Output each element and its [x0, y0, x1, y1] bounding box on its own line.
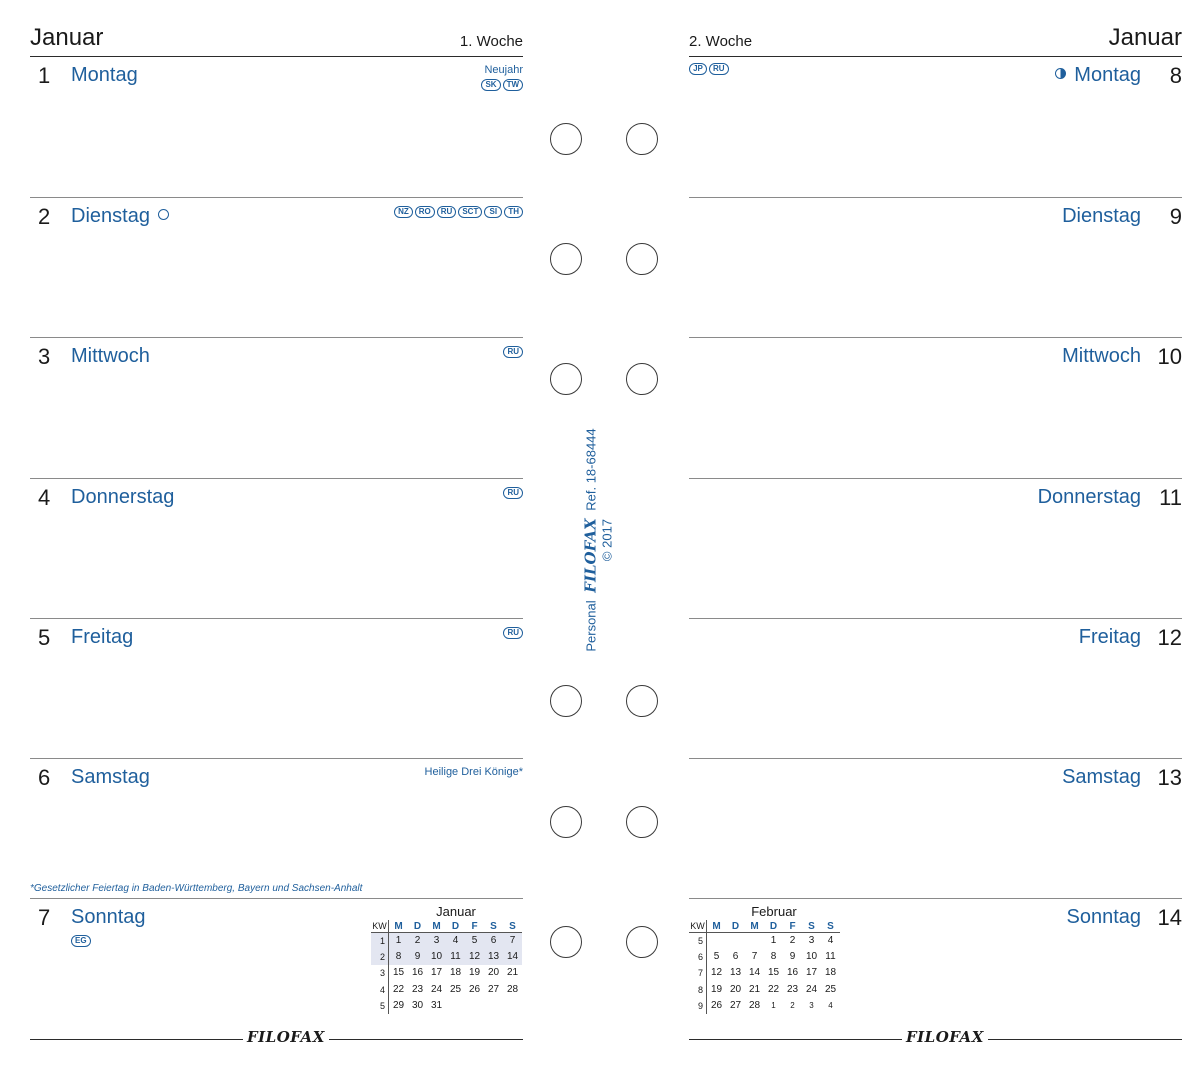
- calendar-date[interactable]: 1: [389, 933, 408, 949]
- weekday-header: S: [821, 920, 840, 933]
- day-name-label: Montag: [1074, 64, 1141, 86]
- country-badge: TH: [504, 206, 523, 218]
- day-name: [1038, 486, 1141, 509]
- calendar-date[interactable]: 17: [430, 967, 443, 979]
- calendar-date[interactable]: 11: [446, 949, 465, 965]
- week-number-header: KW: [371, 920, 389, 933]
- filofax-logo: FILOFAX: [243, 1028, 329, 1046]
- day-number: 2: [38, 204, 51, 229]
- country-badge: RU: [503, 627, 523, 639]
- calendar-date[interactable]: [726, 933, 745, 949]
- calendar-date[interactable]: 1: [770, 935, 777, 946]
- weekday-header: M: [707, 920, 726, 933]
- country-badge: RO: [415, 206, 435, 218]
- holiday-notes: [503, 625, 523, 639]
- calendar-date[interactable]: 7: [751, 951, 758, 963]
- holiday-notes: [503, 485, 523, 499]
- day-name: [71, 906, 146, 929]
- calendar-date[interactable]: 20: [487, 967, 500, 979]
- imprint-edition: Personal: [583, 600, 599, 652]
- calendar-date[interactable]: 6: [484, 933, 503, 949]
- day-block[interactable]: [30, 57, 523, 197]
- calendar-date[interactable]: 8: [770, 951, 777, 963]
- mini-calendar-title: Januar: [436, 904, 476, 919]
- calendar-date[interactable]: [446, 998, 465, 1014]
- day-number: 12: [1157, 625, 1182, 650]
- weekday-header: M: [745, 920, 764, 933]
- calendar-date[interactable]: 4: [828, 1000, 833, 1010]
- day-name-label: Montag: [71, 64, 138, 86]
- calendar-date[interactable]: 30: [411, 999, 424, 1011]
- calendar-date[interactable]: 17: [805, 967, 818, 979]
- week-label: 1. Woche: [459, 33, 523, 50]
- binder-hole: [550, 806, 582, 838]
- calendar-date[interactable]: [503, 998, 522, 1014]
- day-name-label: Samstag: [71, 766, 150, 788]
- day-name: [1062, 205, 1141, 228]
- binder-hole: [626, 685, 658, 717]
- day-number: 6: [38, 765, 51, 790]
- calendar-date[interactable]: 26: [468, 983, 481, 995]
- weekday-header: F: [465, 920, 484, 933]
- day-number: 10: [1157, 344, 1182, 369]
- calendar-date[interactable]: 31: [430, 999, 443, 1011]
- right-page: [689, 0, 1182, 1081]
- holiday-notes: [689, 63, 729, 75]
- calendar-date[interactable]: 3: [808, 935, 815, 946]
- country-badge: RU: [503, 346, 523, 358]
- calendar-date[interactable]: 22: [392, 983, 405, 995]
- calendar-date[interactable]: 18: [449, 967, 462, 979]
- calendar-date[interactable]: 14: [748, 967, 761, 979]
- day-block[interactable]: [689, 197, 1182, 337]
- country-badge: TW: [503, 79, 523, 91]
- week-number: 9: [689, 998, 707, 1014]
- calendar-date[interactable]: 4: [827, 935, 834, 946]
- day-name: [1079, 626, 1141, 649]
- calendar-date[interactable]: 22: [767, 983, 780, 995]
- country-badge: RU: [437, 206, 457, 218]
- mini-calendar-januar: [371, 904, 523, 1014]
- calendar-date[interactable]: 3: [427, 933, 446, 949]
- month-title: Januar: [1108, 24, 1182, 51]
- calendar-date[interactable]: 26: [710, 999, 723, 1011]
- day-name: [71, 205, 169, 228]
- weekday-header: D: [446, 920, 465, 933]
- day-name-label: Dienstag: [71, 205, 150, 227]
- country-badge: JP: [689, 63, 707, 75]
- week-number: 6: [689, 949, 707, 965]
- mini-calendar-grid: [371, 920, 523, 1014]
- day-number: 11: [1159, 485, 1182, 510]
- day-name-label: Freitag: [71, 626, 134, 648]
- day-name-label: Donnerstag: [71, 486, 175, 508]
- left-page: [30, 0, 523, 1081]
- day-name: [71, 64, 138, 87]
- weekday-header: M: [389, 920, 408, 933]
- weekday-header: S: [484, 920, 503, 933]
- calendar-date[interactable]: 23: [411, 983, 424, 995]
- weekday-header: D: [408, 920, 427, 933]
- calendar-date[interactable]: 27: [729, 999, 742, 1011]
- weekday-header: D: [726, 920, 745, 933]
- calendar-date[interactable]: 28: [748, 999, 761, 1011]
- binder-hole: [550, 243, 582, 275]
- calendar-date[interactable]: 2: [789, 935, 796, 946]
- calendar-date[interactable]: 2: [408, 933, 427, 949]
- day-name-label: Dienstag: [1062, 205, 1141, 227]
- day-block[interactable]: [30, 337, 523, 477]
- calendar-date[interactable]: 7: [503, 933, 522, 949]
- holiday-footnote: *Gesetzlicher Feiertag in Baden-Württemberg, Bayern und Sachsen-Anhalt: [30, 883, 363, 894]
- binder-hole: [626, 363, 658, 395]
- country-badge: SCT: [458, 206, 482, 218]
- day-block[interactable]: [689, 57, 1182, 197]
- day-block[interactable]: [30, 197, 523, 337]
- calendar-date[interactable]: 16: [411, 967, 424, 979]
- calendar-date[interactable]: 13: [729, 967, 742, 979]
- calendar-date[interactable]: [465, 998, 484, 1014]
- country-badge: RU: [503, 487, 523, 499]
- week-number: 7: [689, 965, 707, 981]
- binder-hole: [626, 926, 658, 958]
- calendar-date[interactable]: 16: [786, 967, 799, 979]
- week-number: 4: [371, 982, 389, 998]
- right-page-header: [689, 24, 1182, 57]
- holiday-notes: [394, 204, 523, 218]
- binder-hole: [626, 123, 658, 155]
- day-number: 13: [1157, 765, 1182, 790]
- left-page-header: [30, 24, 523, 57]
- imprint-copyright: © 2017: [599, 518, 615, 562]
- day-name: [1062, 345, 1141, 368]
- holiday-notes: [481, 63, 523, 91]
- country-badge: NZ: [394, 206, 413, 218]
- calendar-date[interactable]: 8: [389, 949, 408, 965]
- full-moon-icon: [158, 209, 169, 220]
- calendar-date[interactable]: [745, 933, 764, 949]
- mini-calendar-title: Februar: [751, 904, 797, 919]
- country-badge: SK: [481, 79, 500, 91]
- calendar-date[interactable]: [707, 933, 726, 949]
- calendar-date[interactable]: 15: [767, 967, 780, 979]
- week-number: 8: [689, 982, 707, 998]
- calendar-date[interactable]: 9: [408, 949, 427, 965]
- holiday-notes: [503, 344, 523, 358]
- calendar-date[interactable]: 3: [809, 1000, 814, 1010]
- day-name-label: Freitag: [1078, 626, 1141, 648]
- calendar-date[interactable]: 12: [465, 949, 484, 965]
- day-name: [1066, 906, 1141, 929]
- month-title: Januar: [30, 24, 104, 51]
- day-name: [1055, 64, 1141, 87]
- week-number: 3: [371, 965, 389, 981]
- holiday-name: Heilige Drei Könige*: [424, 766, 523, 778]
- calendar-date[interactable]: 28: [506, 983, 519, 995]
- day-block[interactable]: [689, 618, 1182, 758]
- first-quarter-moon-icon: [1055, 68, 1066, 79]
- day-block[interactable]: [30, 478, 523, 618]
- day-block[interactable]: [30, 618, 523, 758]
- day-block[interactable]: [689, 758, 1182, 898]
- country-badge: EG: [71, 935, 91, 947]
- calendar-date[interactable]: 18: [824, 967, 837, 979]
- calendar-date[interactable]: 24: [805, 983, 818, 995]
- week-number: 5: [371, 998, 389, 1014]
- week-number: 1: [371, 933, 389, 949]
- weekday-header: D: [764, 920, 783, 933]
- calendar-date[interactable]: 25: [824, 983, 837, 995]
- binder-hole: [550, 363, 582, 395]
- center-imprint: [578, 425, 618, 655]
- calendar-date[interactable]: [484, 998, 503, 1014]
- week-label: 2. Woche: [689, 33, 753, 50]
- day-name: [71, 486, 174, 509]
- day-block[interactable]: [689, 337, 1182, 477]
- binder-hole: [550, 926, 582, 958]
- calendar-date[interactable]: 19: [710, 983, 723, 995]
- mini-calendar-februar: [689, 904, 841, 1014]
- day-name-label: Mittwoch: [1062, 345, 1141, 367]
- imprint-brand: FILOFAX: [581, 518, 600, 593]
- binder-hole: [626, 243, 658, 275]
- week-number: 2: [371, 949, 389, 965]
- calendar-date[interactable]: 1: [771, 1000, 776, 1010]
- weekday-header: M: [427, 920, 446, 933]
- holiday-notes: [425, 765, 523, 779]
- calendar-date[interactable]: 21: [506, 967, 519, 979]
- country-badge: RU: [709, 63, 729, 75]
- week-number-header: KW: [689, 920, 707, 933]
- calendar-date[interactable]: 10: [805, 951, 818, 963]
- calendar-date[interactable]: 5: [465, 933, 484, 949]
- day-name: [71, 626, 133, 649]
- mini-calendar-grid: [689, 920, 841, 1014]
- calendar-date[interactable]: 21: [748, 983, 761, 995]
- calendar-date[interactable]: 20: [729, 983, 742, 995]
- calendar-date[interactable]: 5: [713, 951, 720, 963]
- day-number: 8: [1169, 63, 1182, 88]
- day-number: 1: [38, 63, 51, 88]
- day-number: 3: [38, 344, 51, 369]
- day-name-label: Sonntag: [1066, 906, 1141, 928]
- day-block[interactable]: [689, 478, 1182, 618]
- weekday-header: F: [783, 920, 802, 933]
- holiday-name: Neujahr: [484, 64, 523, 76]
- calendar-date[interactable]: 23: [786, 983, 799, 995]
- calendar-date[interactable]: 2: [790, 1000, 795, 1010]
- weekday-header: S: [802, 920, 821, 933]
- day-name-label: Sonntag: [71, 906, 146, 928]
- day-number: 9: [1169, 204, 1182, 229]
- calendar-date[interactable]: 15: [392, 967, 405, 979]
- calendar-date[interactable]: 19: [468, 967, 481, 979]
- imprint-line: [582, 428, 600, 651]
- day-number: 4: [38, 485, 51, 510]
- calendar-date[interactable]: 11: [825, 951, 836, 963]
- calendar-date[interactable]: 25: [449, 983, 462, 995]
- day-block[interactable]: [30, 758, 523, 898]
- binder-hole: [626, 806, 658, 838]
- calendar-date[interactable]: 4: [446, 933, 465, 949]
- week-number: 5: [689, 933, 707, 949]
- binder-hole: [550, 123, 582, 155]
- calendar-date[interactable]: 27: [487, 983, 500, 995]
- day-name: [71, 766, 150, 789]
- day-name: [71, 345, 150, 368]
- day-number: 7: [38, 905, 51, 930]
- calendar-date[interactable]: 9: [789, 951, 796, 963]
- binder-hole: [550, 685, 582, 717]
- calendar-date[interactable]: 12: [710, 967, 723, 979]
- calendar-date[interactable]: 10: [427, 949, 446, 965]
- day-name-label: Donnerstag: [1037, 486, 1141, 508]
- calendar-date[interactable]: 13: [484, 949, 503, 965]
- calendar-date[interactable]: 6: [732, 951, 739, 963]
- calendar-date[interactable]: 14: [503, 949, 522, 965]
- calendar-date[interactable]: 29: [392, 999, 405, 1011]
- calendar-date[interactable]: 24: [430, 983, 443, 995]
- imprint-ref: Ref. 18-68444: [583, 428, 599, 511]
- day-number: 5: [38, 625, 51, 650]
- day-name-label: Samstag: [1062, 766, 1141, 788]
- day-name: [1062, 766, 1141, 789]
- filofax-logo: FILOFAX: [902, 1028, 988, 1046]
- country-badge: SI: [484, 206, 502, 218]
- day-number: 14: [1157, 905, 1182, 930]
- weekday-header: S: [503, 920, 522, 933]
- day-name-label: Mittwoch: [71, 345, 150, 367]
- holiday-notes: [71, 933, 91, 947]
